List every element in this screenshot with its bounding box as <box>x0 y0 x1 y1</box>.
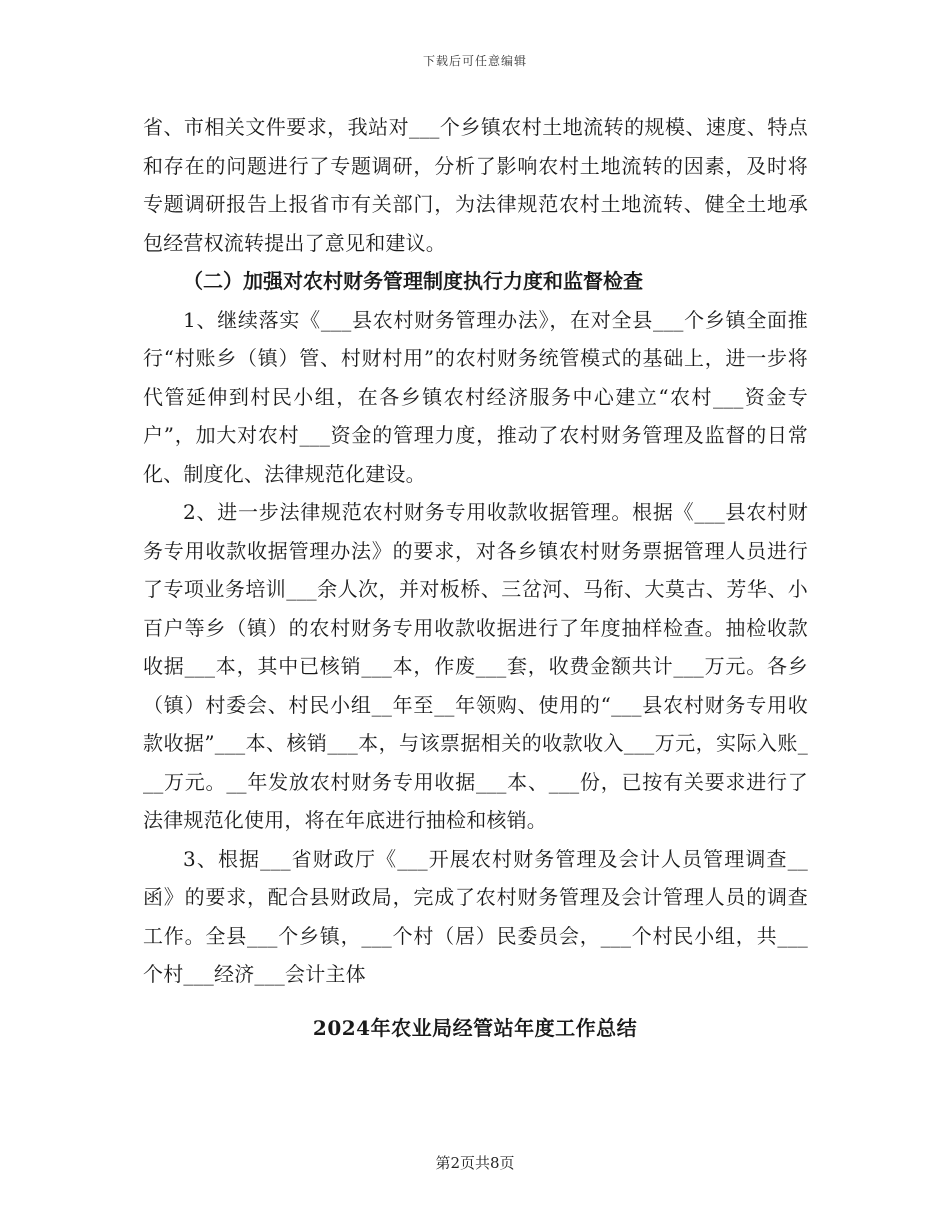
paragraph-item-3: 3、根据___省财政厅《___开展农村财务管理及会计人员管理调查__函》的要求，配合县财政局，完成了农村财务管理及会计管理人员的调查工作。全县___个乡镇，___个村（居）民委员会，___个村民小组，共___个村___经济___会计主体 <box>143 846 808 986</box>
page-number: 第2页共8页 <box>435 1154 515 1172</box>
paragraph-item-1: 1、继续落实《___县农村财务管理办法》，在对全县___个乡镇全面推行“村账乡（镇）管、村财村用”的农村财务统管模式的基础上，进一步将代管延伸到村民小组，在各乡镇农村经济服务中心建立“农村___资金专户”，加大对农村___资金的管理力度，推动了农村财务管理及监督的日常化、制度化、法律规范化建设。 <box>143 307 808 486</box>
paragraph-intro: 省、市相关文件要求，我站对___个乡镇农村土地流转的规模、速度、特点和存在的问题进行了专题调研，分析了影响农村土地流转的因素，及时将专题调研报告上报省市有关部门，为法律规范农村土地流转、健全土地承包经营权流转提出了意见和建议。 <box>143 115 808 255</box>
paragraph-item-2: 2、进一步法律规范农村财务专用收款收据管理。根据《___县农村财务专用收款收据管理办法》的要求，对各乡镇农村财务票据管理人员进行了专项业务培训___余人次，并对板桥、三岔河、马衔、大莫古、芳华、小百户等乡（镇）的农村财务专用收款收据进行了年度抽样检查。抽检收款收据___本，其中已核销___本，作废___套，收费金额共计___万元。各乡（镇）村委会、村民小组__年至__年领购、使用的“___县农村财务专用收款收据”___本、核销___本，与该票据相关的收款收入___万元，实际入账___万元。__年发放农村财务专用收据___本、___份，已按有关要求进行了法律规范化使用，将在年底进行抽检和核销。 <box>143 500 808 832</box>
document-body <box>143 108 808 994</box>
section-heading: （二）加强对农村财务管理制度执行力度和监督检查 <box>183 269 643 293</box>
page-header-note: 下载后可任意编辑 <box>422 54 527 68</box>
document-title: 2024年农业局经管站年度工作总结 <box>312 1016 638 1040</box>
